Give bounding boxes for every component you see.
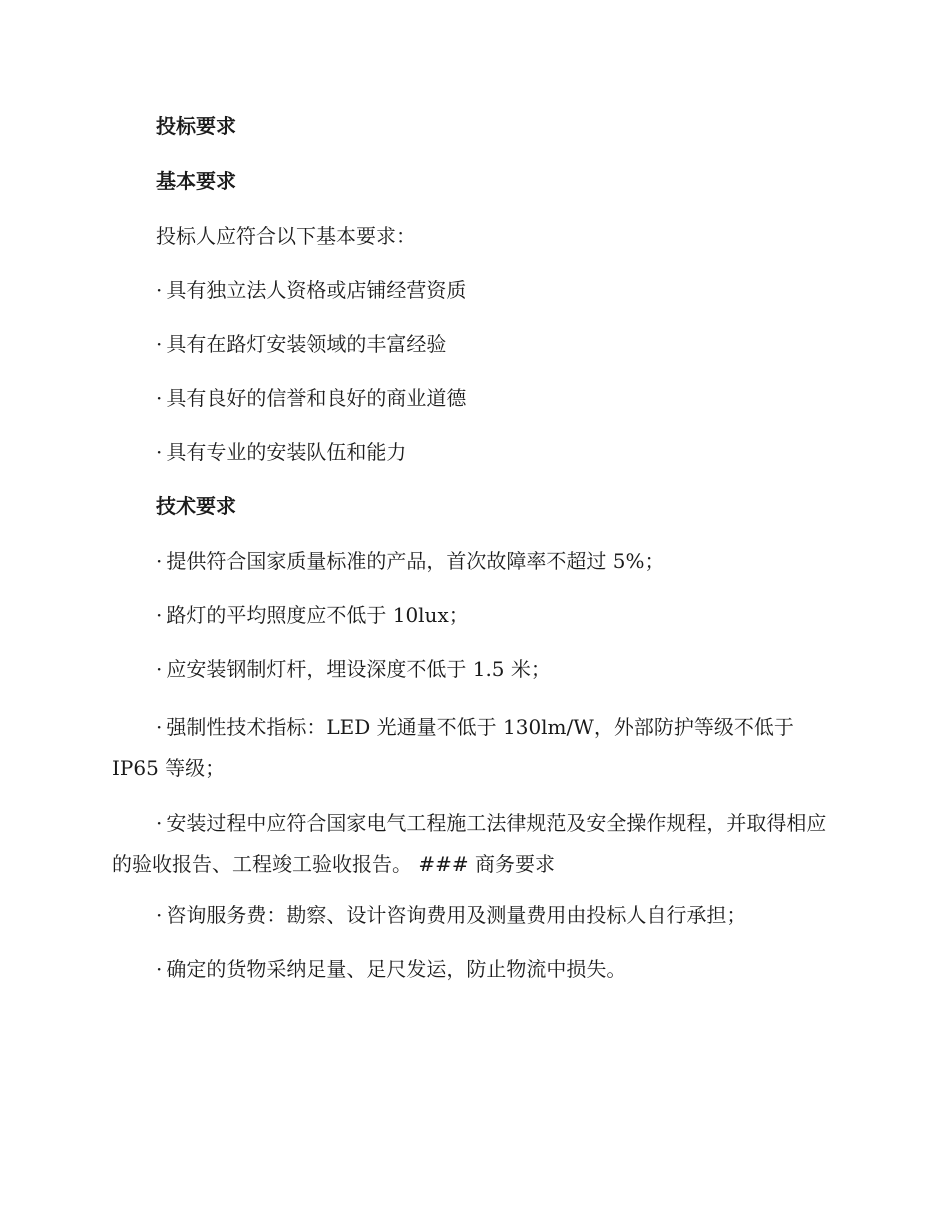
list-item-text: 具有专业的安装队伍和能力 bbox=[166, 440, 407, 464]
bullet-marker: · bbox=[156, 440, 163, 464]
list-item bbox=[112, 436, 828, 468]
list-item-text: 咨询服务费：勘察、设计咨询费用及测量费用由投标人自行承担； bbox=[166, 903, 747, 927]
list-item bbox=[112, 328, 828, 360]
bullet-marker: · bbox=[156, 332, 163, 356]
bullet-marker: · bbox=[156, 549, 163, 573]
list-item-text: 安装过程中应符合国家电气工程施工法律规范及安全操作规程，并取得相应的验收报告、工程竣工验收报告。 ### 商务要求 bbox=[112, 811, 827, 876]
section-heading-basic: 基本要求 bbox=[156, 169, 236, 193]
list-item bbox=[112, 599, 828, 631]
bullet-marker: · bbox=[156, 903, 163, 927]
list-item bbox=[112, 803, 828, 885]
section-heading-technical: 技术要求 bbox=[156, 494, 236, 518]
list-item bbox=[112, 653, 828, 685]
bullet-marker: · bbox=[156, 278, 163, 302]
list-item-text: 确定的货物采纳足量、足尺发运，防止物流中损失。 bbox=[166, 957, 627, 981]
bullet-marker: · bbox=[156, 811, 163, 835]
document-title: 投标要求 bbox=[156, 114, 236, 138]
list-item-text: 具有在路灯安装领域的丰富经验 bbox=[166, 332, 447, 356]
bullet-marker: · bbox=[156, 386, 163, 410]
list-item bbox=[112, 899, 828, 931]
list-item bbox=[112, 382, 828, 414]
list-item-text: 具有良好的信誉和良好的商业道德 bbox=[166, 386, 467, 410]
basic-intro: 投标人应符合以下基本要求： bbox=[156, 224, 416, 248]
bullet-marker: · bbox=[156, 957, 163, 981]
list-item bbox=[112, 953, 828, 985]
list-item-text: 提供符合国家质量标准的产品，首次故障率不超过 5%； bbox=[166, 549, 665, 573]
list-item-text: 强制性技术指标：LED 光通量不低于 130lm/W，外部防护等级不低于 IP65 等级； bbox=[112, 715, 794, 780]
list-item-text: 应安装钢制灯杆，埋设深度不低于 1.5 米； bbox=[166, 657, 551, 681]
list-item bbox=[112, 707, 828, 789]
list-item bbox=[112, 545, 828, 577]
list-item bbox=[112, 274, 828, 306]
bullet-marker: · bbox=[156, 715, 163, 739]
document-content bbox=[112, 110, 828, 1007]
bullet-marker: · bbox=[156, 657, 163, 681]
list-item-text: 路灯的平均照度应不低于 10lux； bbox=[166, 603, 469, 627]
list-item-text: 具有独立法人资格或店铺经营资质 bbox=[166, 278, 467, 302]
bullet-marker: · bbox=[156, 603, 163, 627]
